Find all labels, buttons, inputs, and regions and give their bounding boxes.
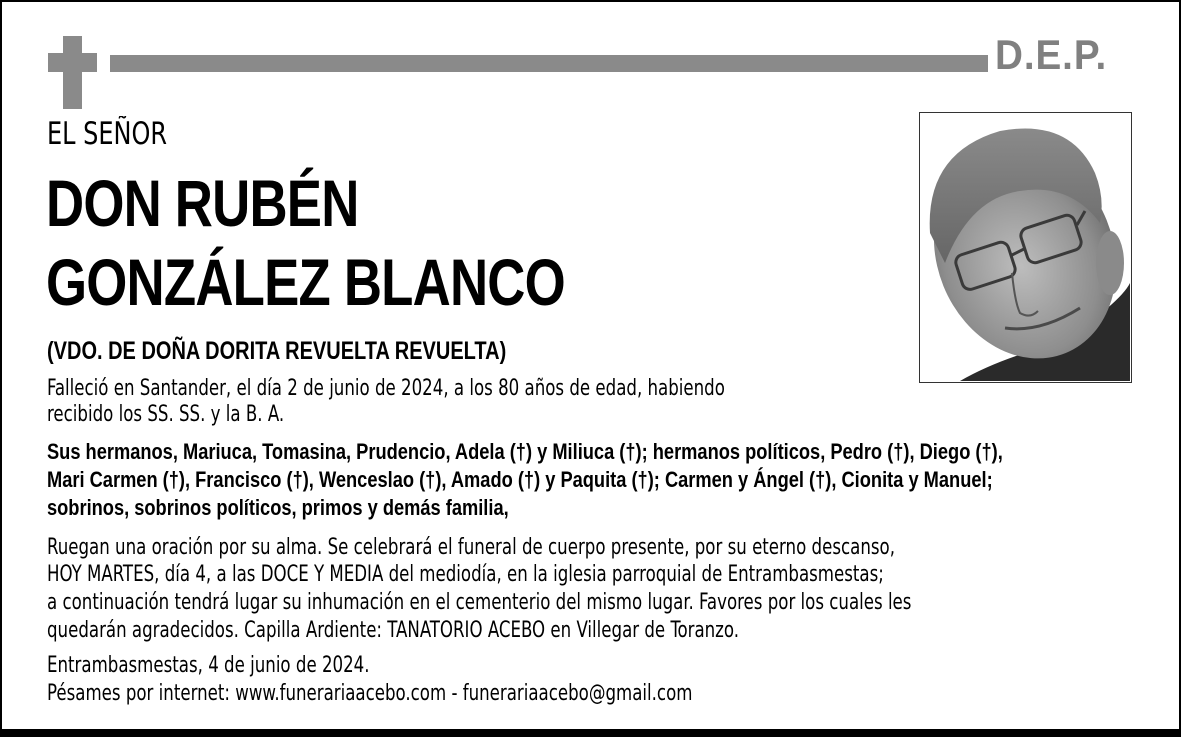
death-notice-line1: Falleció en Santander, el día 2 de junio de 2024, a los 80 años de edad, habiendo	[47, 376, 725, 401]
cross-icon-bar	[48, 53, 97, 72]
family-line1: Sus hermanos, Mariuca, Tomasina, Prudencio, Adela (†) y Miliuca (†); hermanos políticos, Pedro (†), Diego (†),	[47, 439, 1003, 464]
death-notice-line2: recibido los SS. SS. y la B. A.	[47, 402, 285, 427]
widower-of: (VDO. DE DOÑA DORITA REVUELTA REVUELTA)	[47, 337, 507, 365]
condolences-line: Pésames por internet: www.funerariaacebo.com - funerariaacebo@gmail.com	[47, 681, 693, 706]
honorific: EL SEÑOR	[47, 116, 167, 152]
family-line3: sobrinos, sobrinos políticos, primos y demás familia,	[47, 495, 509, 520]
place-date: Entrambasmestas, 4 de junio de 2024.	[47, 653, 370, 678]
deceased-name-line1: DON RUBÉN	[46, 166, 359, 240]
service-line3: a continuación tendrá lugar su inhumación en el cementerio del mismo lugar. Favores por los cuales les	[47, 590, 912, 615]
dep-abbreviation: D.E.P.	[995, 31, 1108, 78]
portrait-image	[920, 113, 1130, 381]
service-line2: HOY MARTES, día 4, a las DOCE Y MEDIA del mediodía, en la iglesia parroquial de Entrambasmestas;	[47, 562, 884, 587]
service-line4: quedarán agradecidos. Capilla Ardiente: TANATORIO ACEBO en Villegar de Toranzo.	[47, 618, 740, 643]
header-rule	[110, 55, 988, 72]
deceased-name-line2: GONZÁLEZ BLANCO	[46, 245, 565, 319]
family-line2: Mari Carmen (†), Francisco (†), Wenceslao (†), Amado (†) y Paquita (†); Carmen y Ángel (†), Cionita y Manuel;	[47, 467, 993, 492]
deceased-portrait	[919, 112, 1132, 383]
cross-icon	[63, 36, 82, 109]
service-line1: Ruegan una oración por su alma. Se celebrará el funeral de cuerpo presente, por su eterno descanso,	[47, 535, 895, 560]
